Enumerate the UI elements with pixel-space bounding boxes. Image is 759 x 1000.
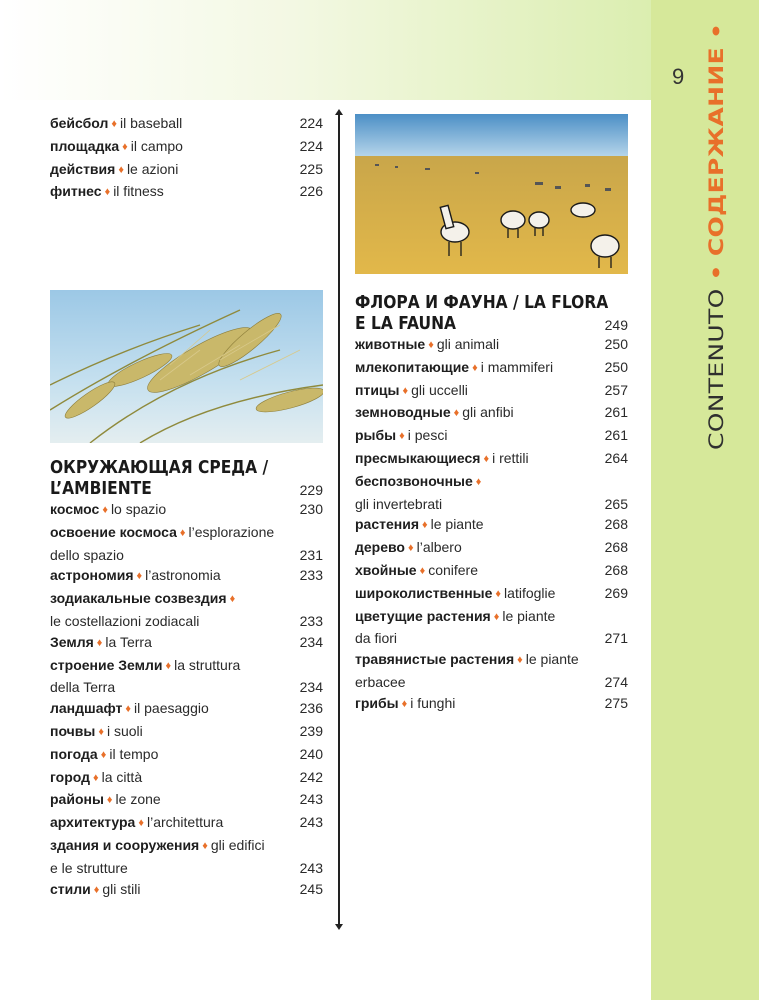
wheat-photo — [50, 290, 323, 443]
diamond-separator-icon: ♦ — [165, 659, 172, 672]
russian-term: беспозвоночные — [355, 472, 473, 489]
russian-term: здания и сооружения — [50, 836, 200, 853]
section-page: 249 — [604, 317, 628, 333]
toc-entry[interactable] — [355, 537, 628, 560]
vertical-section-title — [705, 15, 728, 450]
page-ref: 243 — [299, 859, 323, 876]
italian-term: da fiori — [355, 630, 398, 647]
russian-term: пресмыкающиеся — [355, 449, 481, 466]
russian-term: земноводные — [355, 404, 451, 421]
toc-entry-text — [50, 677, 296, 698]
russian-term: млекопитающие — [355, 358, 470, 375]
page-ref: 243 — [299, 791, 323, 808]
italian-term: il paesaggio — [134, 700, 209, 717]
flora-fauna-entries — [355, 334, 628, 716]
toc-entry[interactable] — [355, 448, 628, 471]
page-ref: 236 — [299, 700, 323, 717]
italian-term: le costellazioni zodiacali — [50, 612, 200, 629]
left-top-list — [50, 113, 323, 204]
italian-term: dello spazio — [50, 546, 124, 563]
page-ref: 234 — [299, 679, 323, 696]
italian-term: erbacee — [355, 673, 406, 690]
russian-term: растения — [355, 516, 419, 533]
toc-entry-text — [50, 159, 296, 182]
toc-entry-text — [355, 560, 601, 583]
toc-entry-text — [50, 835, 319, 858]
italian-term: l’esplorazione — [188, 523, 275, 540]
page-ref: 250 — [604, 336, 628, 352]
diamond-separator-icon: ♦ — [106, 794, 113, 807]
toc-entry[interactable] — [355, 357, 628, 380]
zebra-photo — [355, 114, 628, 274]
section-page: 229 — [299, 482, 323, 498]
toc-entry[interactable] — [50, 522, 323, 545]
page-ref: 264 — [604, 449, 628, 466]
toc-entry-text — [355, 402, 601, 425]
page-ref: 233 — [299, 612, 323, 629]
toc-entry[interactable] — [50, 789, 323, 812]
page-ref: 226 — [299, 183, 323, 200]
toc-entry[interactable] — [355, 560, 628, 583]
italian-term: le azioni — [126, 160, 179, 177]
toc-entry-text — [50, 565, 296, 588]
russian-term: травянистые растения — [355, 651, 515, 668]
toc-entry-text — [355, 628, 601, 649]
italian-term: latifoglie — [504, 584, 556, 601]
toc-entry[interactable] — [355, 649, 628, 672]
toc-entry-text — [50, 136, 296, 159]
toc-entry-text — [355, 514, 601, 537]
russian-term: площадка — [50, 137, 120, 154]
toc-entry-text — [355, 606, 624, 629]
page-ref: 275 — [604, 694, 628, 711]
toc-entry[interactable] — [50, 632, 323, 655]
diamond-separator-icon: ♦ — [93, 771, 99, 784]
page-ref: 242 — [299, 768, 323, 785]
toc-entry-text — [355, 448, 601, 471]
toc-entry[interactable] — [355, 402, 628, 425]
page-ref: 239 — [299, 722, 323, 739]
environment-entries — [50, 499, 323, 901]
diamond-separator-icon: ♦ — [472, 361, 478, 374]
column-divider — [338, 113, 340, 926]
toc-entry-text — [50, 588, 319, 611]
russian-term: районы — [50, 791, 104, 808]
russian-term: хвойные — [355, 561, 417, 578]
italian-term: il campo — [130, 137, 183, 154]
toc-entry[interactable] — [50, 812, 323, 835]
toc-entry[interactable] — [355, 606, 628, 629]
toc-entry[interactable] — [50, 858, 323, 879]
diamond-separator-icon: ♦ — [202, 839, 208, 852]
toc-entry-text — [50, 858, 296, 879]
toc-entry[interactable] — [355, 380, 628, 403]
toc-entry-text — [50, 611, 296, 632]
diamond-separator-icon: ♦ — [517, 654, 523, 667]
russian-term: архитектура — [50, 814, 136, 831]
italian-term: l’architettura — [146, 814, 224, 831]
toc-entry-text — [50, 655, 319, 678]
toc-entry[interactable] — [50, 767, 323, 790]
diamond-separator-icon: ♦ — [104, 186, 111, 199]
russian-term: широколиственные — [355, 584, 493, 601]
page-ref: 261 — [604, 404, 628, 421]
italian-term: l’astronomia — [145, 567, 221, 584]
toc-entry-text — [355, 425, 601, 448]
toc-entry[interactable] — [355, 514, 628, 537]
toc-entry[interactable] — [50, 136, 323, 159]
bullet-dot-icon: • — [705, 264, 728, 281]
italian-term: il tempo — [109, 745, 159, 762]
diamond-separator-icon: ♦ — [399, 430, 405, 443]
russian-term: астрономия — [50, 567, 134, 584]
toc-entry-text — [50, 744, 296, 767]
toc-entry[interactable] — [355, 494, 628, 515]
italian-term: e le strutture — [50, 859, 128, 876]
italian-term: i mammiferi — [480, 358, 554, 375]
russian-term: почвы — [50, 722, 96, 739]
russian-term: зодиакальные созвездия — [50, 590, 227, 607]
toc-entry[interactable] — [50, 655, 323, 678]
russian-term: рыбы — [355, 427, 397, 444]
russian-term: дерево — [355, 539, 405, 556]
italian-term: gli anfibi — [462, 404, 514, 421]
toc-entry-text — [50, 545, 296, 566]
page-ref: 245 — [299, 880, 323, 897]
diamond-separator-icon: ♦ — [93, 883, 100, 896]
diamond-separator-icon: ♦ — [102, 504, 108, 516]
italian-term: le zone — [115, 791, 161, 808]
toc-entry[interactable] — [355, 693, 628, 716]
toc-entry-text — [50, 499, 296, 522]
section-heading: L’AMBIENTE — [50, 478, 152, 499]
toc-entry-text — [50, 812, 296, 835]
russian-term: птицы — [355, 381, 400, 398]
diamond-separator-icon: ♦ — [125, 703, 132, 716]
diamond-separator-icon: ♦ — [111, 118, 118, 130]
toc-entry-text — [50, 721, 296, 744]
diamond-separator-icon: ♦ — [495, 587, 502, 600]
toc-entry-text — [50, 632, 296, 655]
italian-term: le piante — [525, 651, 579, 668]
toc-entry[interactable] — [355, 628, 628, 649]
toc-entry-text — [50, 181, 296, 204]
toc-entry[interactable] — [50, 835, 323, 858]
italian-term: il fitness — [113, 183, 164, 200]
toc-entry[interactable] — [355, 425, 628, 448]
page-ref: 233 — [299, 567, 323, 584]
diamond-separator-icon: ♦ — [422, 519, 428, 532]
italian-term: la struttura — [174, 656, 241, 673]
section-heading-row — [50, 478, 323, 499]
toc-entry-text — [50, 789, 296, 812]
russian-term: грибы — [355, 694, 399, 711]
italian-term: gli animali — [436, 336, 500, 352]
diamond-separator-icon: ♦ — [475, 475, 482, 488]
italian-term: i suoli — [106, 722, 143, 739]
diamond-separator-icon: ♦ — [407, 542, 414, 555]
italian-term: gli edifici — [210, 836, 265, 853]
page-ref: 261 — [604, 427, 628, 444]
page-ref: 231 — [299, 546, 323, 563]
toc-entry-text — [355, 380, 601, 403]
toc-entry-text — [50, 879, 296, 902]
toc-entry[interactable] — [50, 499, 323, 522]
toc-entry-text — [355, 357, 601, 380]
diamond-separator-icon: ♦ — [136, 570, 143, 583]
page-ref: 268 — [604, 561, 628, 578]
page-ref: 250 — [604, 358, 628, 375]
toc-entry[interactable] — [50, 611, 323, 632]
russian-term: фитнес — [50, 183, 102, 200]
toc-entry[interactable] — [50, 565, 323, 588]
environment-section — [50, 457, 323, 901]
toc-entry-text — [355, 693, 601, 716]
toc-entry-text — [50, 522, 319, 545]
toc-entry-text — [355, 494, 601, 515]
italian-term: l’albero — [416, 539, 462, 556]
russian-term: космос — [50, 501, 100, 517]
diamond-separator-icon: ♦ — [483, 452, 490, 465]
russian-term: стили — [50, 880, 91, 897]
toc-entry-text — [355, 649, 624, 672]
diamond-separator-icon: ♦ — [179, 526, 186, 539]
diamond-separator-icon: ♦ — [453, 407, 460, 420]
title-russian: СОДЕРЖАНИЕ — [705, 47, 728, 257]
russian-term: строение Земли — [50, 656, 163, 673]
toc-entry-text — [355, 471, 624, 494]
italian-term: lo spazio — [110, 501, 167, 517]
italian-term: i rettili — [492, 449, 529, 466]
diamond-separator-icon: ♦ — [122, 140, 128, 153]
bullet-dot-icon: • — [705, 22, 728, 40]
page-ref: 271 — [604, 630, 628, 647]
diamond-separator-icon: ♦ — [419, 564, 426, 577]
toc-entry-text — [355, 334, 601, 357]
diamond-separator-icon: ♦ — [402, 384, 409, 397]
toc-entry[interactable] — [50, 744, 323, 767]
title-italian: CONTENUTO — [705, 288, 728, 450]
diamond-separator-icon: ♦ — [229, 593, 236, 606]
russian-term: освоение космоса — [50, 523, 177, 540]
toc-entry[interactable] — [355, 334, 628, 357]
page-ref: 230 — [299, 501, 323, 517]
italian-term: le piante — [430, 516, 484, 533]
toc-entry[interactable] — [355, 672, 628, 693]
russian-term: Земля — [50, 633, 94, 650]
page-ref: 268 — [604, 516, 628, 533]
toc-entry[interactable] — [355, 471, 628, 494]
toc-entry[interactable] — [50, 159, 323, 182]
page-ref: 240 — [299, 745, 323, 762]
toc-entry[interactable] — [50, 721, 323, 744]
section-heading: ФЛОРА И ФАУНА / LA FLORA — [355, 292, 609, 313]
diamond-separator-icon: ♦ — [493, 610, 500, 623]
italian-term: i funghi — [410, 694, 456, 711]
diamond-separator-icon: ♦ — [401, 697, 408, 710]
italian-term: gli invertebrati — [355, 495, 443, 512]
diamond-separator-icon: ♦ — [118, 163, 124, 176]
italian-term: la Terra — [105, 633, 152, 650]
diamond-separator-icon: ♦ — [98, 725, 104, 738]
italian-term: il baseball — [120, 115, 183, 131]
toc-entry-text — [355, 672, 601, 693]
russian-term: бейсбол — [50, 115, 109, 131]
italian-term: i pesci — [407, 427, 448, 444]
page-ref: 234 — [299, 633, 323, 650]
top-gradient-band — [0, 0, 651, 100]
page-ref: 269 — [604, 584, 628, 601]
russian-term: погода — [50, 745, 98, 762]
page-ref: 265 — [604, 495, 628, 512]
russian-term: цветущие растения — [355, 607, 491, 624]
toc-entry-text — [355, 583, 601, 606]
diamond-separator-icon: ♦ — [428, 339, 434, 351]
toc-entry[interactable] — [50, 588, 323, 611]
section-heading-row — [355, 313, 628, 334]
toc-entry[interactable] — [50, 879, 323, 902]
toc-entry-text — [50, 113, 296, 136]
section-heading: ОКРУЖАЮЩАЯ СРЕДА / — [50, 457, 269, 478]
toc-entry[interactable] — [50, 698, 323, 721]
italian-term: conifere — [428, 561, 479, 578]
toc-entry[interactable] — [50, 545, 323, 566]
page-ref: 225 — [299, 160, 323, 177]
italian-term: della Terra — [50, 679, 116, 696]
toc-entry-text — [50, 767, 296, 790]
diamond-separator-icon: ♦ — [96, 636, 103, 649]
diamond-separator-icon: ♦ — [100, 748, 107, 761]
toc-entry[interactable] — [50, 677, 323, 698]
toc-entry-text — [50, 698, 296, 721]
russian-term: животные — [355, 336, 426, 352]
section-heading: E LA FAUNA — [355, 313, 457, 334]
italian-term: gli uccelli — [411, 381, 468, 398]
toc-entry[interactable] — [50, 181, 323, 204]
russian-term: действия — [50, 160, 116, 177]
toc-entry-text — [355, 537, 601, 560]
page-ref: 243 — [299, 814, 323, 831]
page-ref: 224 — [299, 137, 323, 154]
page-number: 9 — [672, 64, 685, 89]
italian-term: gli stili — [102, 880, 141, 897]
page-ref: 224 — [299, 115, 323, 131]
page-ref: 257 — [604, 381, 628, 398]
diamond-separator-icon: ♦ — [138, 817, 144, 830]
russian-term: город — [50, 768, 91, 785]
russian-term: ландшафт — [50, 700, 123, 717]
page-ref: 274 — [604, 673, 628, 690]
toc-entry[interactable] — [50, 113, 323, 136]
page-ref: 268 — [604, 539, 628, 556]
toc-entry[interactable] — [355, 583, 628, 606]
italian-term: le piante — [502, 607, 556, 624]
italian-term: la città — [101, 768, 143, 785]
flora-fauna-section — [355, 292, 628, 716]
